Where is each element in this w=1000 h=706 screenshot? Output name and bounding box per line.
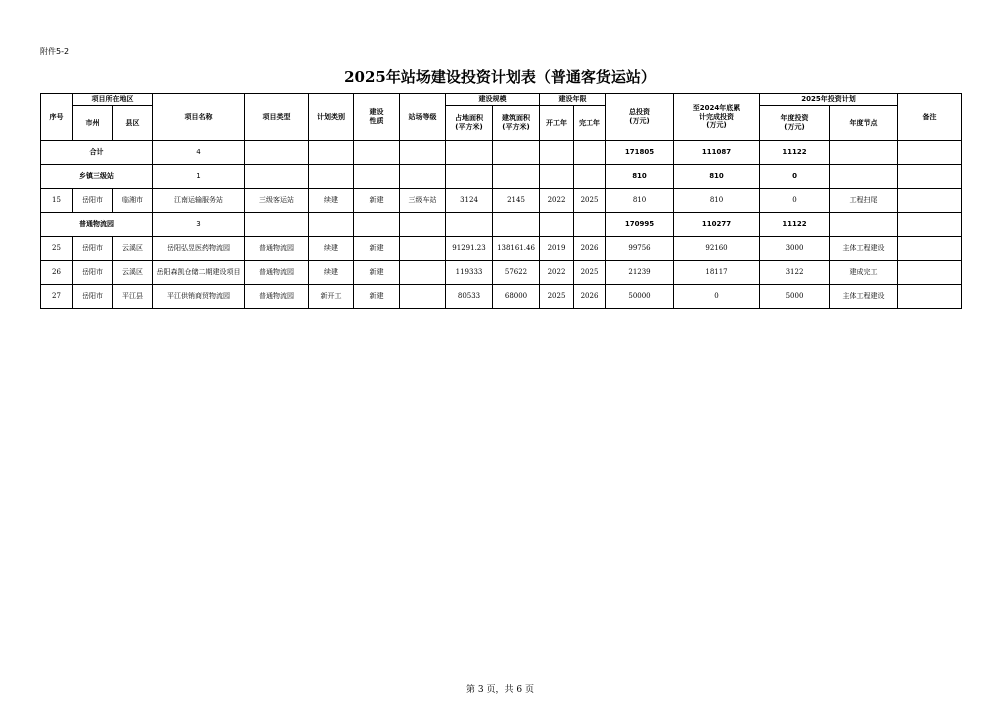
empty-cell bbox=[540, 213, 574, 237]
start-year-cell: 2025 bbox=[540, 285, 574, 309]
project-type-cell: 普通物流园 bbox=[245, 285, 309, 309]
total-investment-cell: 21239 bbox=[606, 261, 674, 285]
city-cell: 岳阳市 bbox=[73, 261, 113, 285]
end-year-cell: 2026 bbox=[574, 237, 606, 261]
county-cell: 平江县 bbox=[113, 285, 153, 309]
seq-cell: 25 bbox=[41, 237, 73, 261]
group-count: 1 bbox=[153, 165, 245, 189]
group-subtotal-row bbox=[41, 165, 962, 189]
investment-plan-table bbox=[40, 93, 962, 309]
group-count: 3 bbox=[153, 213, 245, 237]
total-investment: 171805 bbox=[606, 141, 674, 165]
group-label: 乡镇三级站 bbox=[41, 165, 153, 189]
annual-milestone-cell: 工程扫尾 bbox=[830, 189, 898, 213]
city-cell: 岳阳市 bbox=[73, 237, 113, 261]
group-total-investment: 810 bbox=[606, 165, 674, 189]
header-period: 建设年限 bbox=[540, 94, 606, 106]
project-name-cell: 平江供销商贸物流园 bbox=[153, 285, 245, 309]
annual-milestone-cell: 建成完工 bbox=[830, 261, 898, 285]
empty-cell bbox=[400, 165, 446, 189]
annual-investment-cell: 3000 bbox=[760, 237, 830, 261]
floor-area-cell: 68000 bbox=[493, 285, 540, 309]
table-row bbox=[41, 237, 962, 261]
grade-cell bbox=[400, 285, 446, 309]
end-year-cell: 2025 bbox=[574, 189, 606, 213]
project-type-cell: 三级客运站 bbox=[245, 189, 309, 213]
empty-cell bbox=[830, 213, 898, 237]
end-year-cell: 2025 bbox=[574, 261, 606, 285]
total-investment-cell: 810 bbox=[606, 189, 674, 213]
land-area-cell: 119333 bbox=[446, 261, 493, 285]
header-nature: 建设 性质 bbox=[354, 94, 400, 141]
empty-cell bbox=[354, 165, 400, 189]
project-name-cell: 江南运输服务站 bbox=[153, 189, 245, 213]
empty-cell bbox=[245, 213, 309, 237]
project-name-cell: 岳阳弘昱医药物流园 bbox=[153, 237, 245, 261]
empty-cell bbox=[400, 213, 446, 237]
start-year-cell: 2022 bbox=[540, 189, 574, 213]
group-subtotal-row bbox=[41, 213, 962, 237]
header-seq: 序号 bbox=[41, 94, 73, 141]
header-county: 县区 bbox=[113, 106, 153, 141]
header-row-1 bbox=[41, 94, 962, 106]
empty-cell bbox=[446, 213, 493, 237]
header-start-year: 开工年 bbox=[540, 106, 574, 141]
floor-area-cell: 138161.46 bbox=[493, 237, 540, 261]
county-cell: 临湘市 bbox=[113, 189, 153, 213]
nature-cell: 新建 bbox=[354, 189, 400, 213]
header-completed-2024: 至2024年底累 计完成投资 (万元) bbox=[674, 94, 760, 141]
remarks-cell bbox=[898, 261, 962, 285]
empty-cell bbox=[540, 165, 574, 189]
county-cell: 云溪区 bbox=[113, 237, 153, 261]
attachment-label: 附件5-2 bbox=[40, 47, 70, 56]
start-year-cell: 2019 bbox=[540, 237, 574, 261]
nature-cell: 新建 bbox=[354, 261, 400, 285]
plan-category-cell: 续建 bbox=[309, 189, 354, 213]
group-total-investment: 170995 bbox=[606, 213, 674, 237]
annual-investment-cell: 0 bbox=[760, 189, 830, 213]
grade-cell bbox=[400, 237, 446, 261]
empty-cell bbox=[446, 165, 493, 189]
table-row bbox=[41, 189, 962, 213]
total-investment-cell: 50000 bbox=[606, 285, 674, 309]
group-label: 普通物流园 bbox=[41, 213, 153, 237]
total-row bbox=[41, 141, 962, 165]
page-number: 第 3 页，共 6 页 bbox=[466, 685, 534, 695]
annual-milestone-cell: 主体工程建设 bbox=[830, 285, 898, 309]
plan-category-cell: 续建 bbox=[309, 261, 354, 285]
header-annual-investment: 年度投资 (万元) bbox=[760, 106, 830, 141]
end-year-cell: 2026 bbox=[574, 285, 606, 309]
grade-cell: 三级车站 bbox=[400, 189, 446, 213]
floor-area-cell: 2145 bbox=[493, 189, 540, 213]
city-cell: 岳阳市 bbox=[73, 285, 113, 309]
header-project-name: 项目名称 bbox=[153, 94, 245, 141]
annual-milestone-cell: 主体工程建设 bbox=[830, 237, 898, 261]
county-cell: 云溪区 bbox=[113, 261, 153, 285]
empty-cell bbox=[898, 165, 962, 189]
empty-cell bbox=[245, 165, 309, 189]
empty-cell bbox=[574, 165, 606, 189]
total-annual-investment: 11122 bbox=[760, 141, 830, 165]
empty-cell bbox=[309, 213, 354, 237]
header-floor-area: 建筑面积 (平方米) bbox=[493, 106, 540, 141]
document-title: 2025年站场建设投资计划表（普通客货运站） bbox=[344, 68, 656, 86]
grade-cell bbox=[400, 261, 446, 285]
seq-cell: 27 bbox=[41, 285, 73, 309]
project-type-cell: 普通物流园 bbox=[245, 261, 309, 285]
empty-cell bbox=[493, 213, 540, 237]
completed-2024-cell: 92160 bbox=[674, 237, 760, 261]
completed-2024-cell: 810 bbox=[674, 189, 760, 213]
group-annual-investment: 0 bbox=[760, 165, 830, 189]
total-completed-2024: 111087 bbox=[674, 141, 760, 165]
empty-cell bbox=[830, 165, 898, 189]
header-plan-category: 计划类别 bbox=[309, 94, 354, 141]
seq-cell: 26 bbox=[41, 261, 73, 285]
annual-investment-cell: 5000 bbox=[760, 285, 830, 309]
header-region: 项目所在地区 bbox=[73, 94, 153, 106]
annual-investment-cell: 3122 bbox=[760, 261, 830, 285]
group-completed-2024: 110277 bbox=[674, 213, 760, 237]
table-row bbox=[41, 261, 962, 285]
header-grade: 站场等级 bbox=[400, 94, 446, 141]
total-count: 4 bbox=[153, 141, 245, 165]
empty-cell bbox=[493, 165, 540, 189]
header-annual-milestone: 年度节点 bbox=[830, 106, 898, 141]
header-city: 市州 bbox=[73, 106, 113, 141]
header-land-area: 占地面积 (平方米) bbox=[446, 106, 493, 141]
land-area-cell: 91291.23 bbox=[446, 237, 493, 261]
floor-area-cell: 57622 bbox=[493, 261, 540, 285]
remarks-cell bbox=[898, 285, 962, 309]
header-project-type: 项目类型 bbox=[245, 94, 309, 141]
total-investment-cell: 99756 bbox=[606, 237, 674, 261]
total-label: 合计 bbox=[41, 141, 153, 165]
empty-cell bbox=[309, 165, 354, 189]
project-name-cell: 岳阳森凯仓储二期建设项目 bbox=[153, 261, 245, 285]
project-type-cell: 普通物流园 bbox=[245, 237, 309, 261]
empty-cell bbox=[354, 213, 400, 237]
header-scale: 建设规模 bbox=[446, 94, 540, 106]
completed-2024-cell: 0 bbox=[674, 285, 760, 309]
land-area-cell: 80533 bbox=[446, 285, 493, 309]
remarks-cell bbox=[898, 189, 962, 213]
land-area-cell: 3124 bbox=[446, 189, 493, 213]
header-plan-2025: 2025年投资计划 bbox=[760, 94, 898, 106]
plan-category-cell: 新开工 bbox=[309, 285, 354, 309]
city-cell: 岳阳市 bbox=[73, 189, 113, 213]
empty-cell bbox=[898, 213, 962, 237]
completed-2024-cell: 18117 bbox=[674, 261, 760, 285]
header-remarks: 备注 bbox=[898, 94, 962, 141]
nature-cell: 新建 bbox=[354, 237, 400, 261]
seq-cell: 15 bbox=[41, 189, 73, 213]
table-row bbox=[41, 285, 962, 309]
nature-cell: 新建 bbox=[354, 285, 400, 309]
header-end-year: 完工年 bbox=[574, 106, 606, 141]
group-completed-2024: 810 bbox=[674, 165, 760, 189]
start-year-cell: 2022 bbox=[540, 261, 574, 285]
group-annual-investment: 11122 bbox=[760, 213, 830, 237]
empty-cell bbox=[574, 213, 606, 237]
remarks-cell bbox=[898, 237, 962, 261]
header-total-investment: 总投资 (万元) bbox=[606, 94, 674, 141]
plan-category-cell: 续建 bbox=[309, 237, 354, 261]
